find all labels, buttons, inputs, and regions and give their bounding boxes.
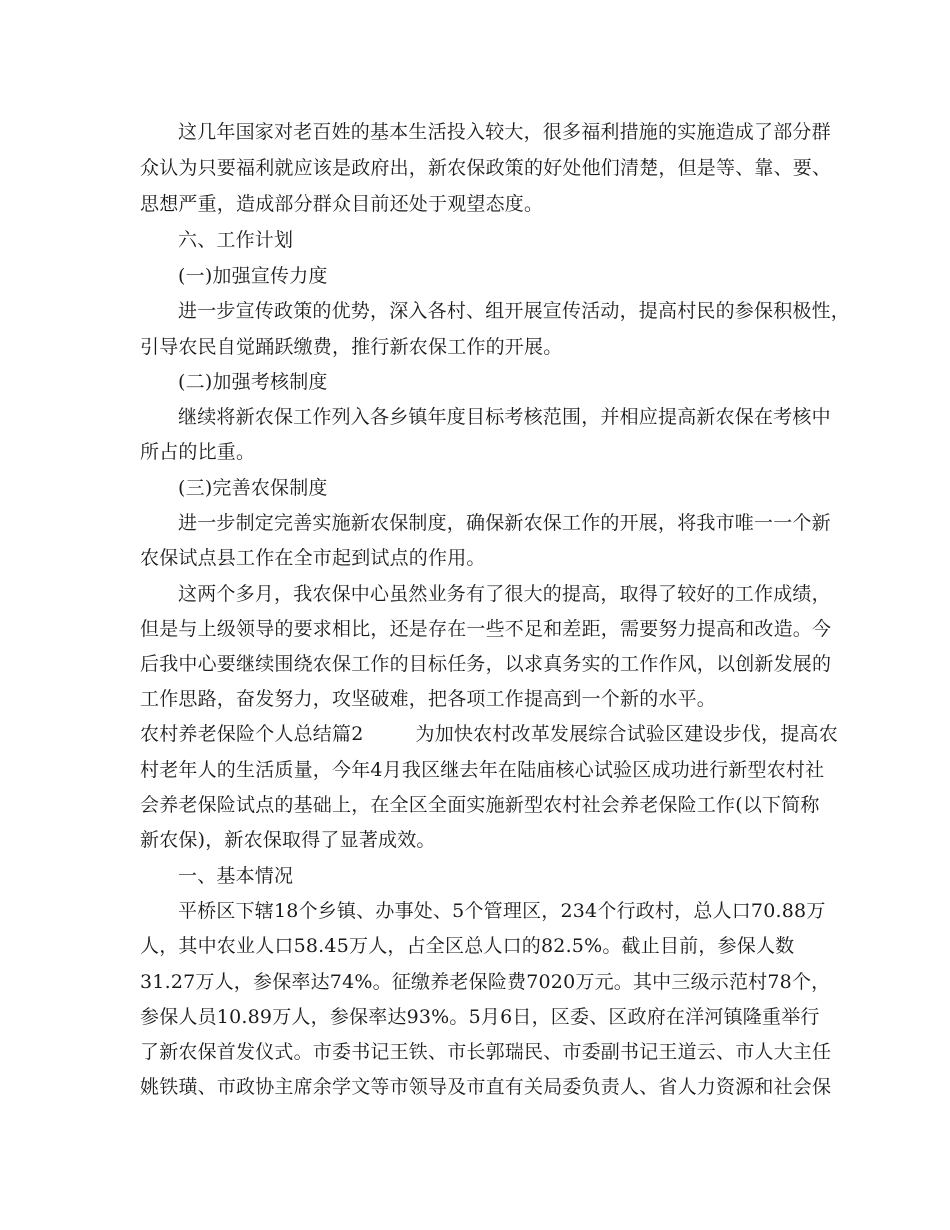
paragraph-line: 但是与上级领导的要求相比，还是存在一些不足和差距，需要努力提高和改造。今 [140,618,832,640]
paragraph-line: 工作思路，奋发努力，攻坚破难，把各项工作提高到一个新的水平。 [140,688,717,710]
paragraph-line: 参保人员10.89万人，参保率达93%。5月6日，区委、区政府在洋河镇隆重举行 [140,1006,820,1028]
paragraph-line: 村老年人的生活质量，今年4月我区继去年在陆庙核心试验区成功进行新型农村社 [140,759,825,781]
article-intro: 为加快农村改革发展综合试验区建设步伐，提高农 [415,723,838,745]
section-heading: 六、工作计划 [178,229,294,251]
paragraph-line: 进一步制定完善实施新农保制度，确保新农保工作的开展，将我市唯一一个新 [178,512,831,534]
paragraph-line: 众认为只要福利就应该是政府出，新农保政策的好处他们清楚，但是等、靠、要、 [140,157,832,179]
paragraph-line: 这两个多月，我农保中心虽然业务有了很大的提高，取得了较好的工作成绩， [178,583,831,605]
subsection-heading: (二)加强考核制度 [178,371,328,393]
paragraph-line: 31.27万人，参保率达74%。征缴养老保险费7020万元。其中三级示范村78个， [140,971,831,993]
paragraph-line: 所占的比重。 [140,441,256,463]
paragraph-line: 农保试点县工作在全市起到试点的作用。 [140,547,486,569]
paragraph-line: 进一步宣传政策的优势，深入各村、组开展宣传活动，提高村民的参保积极性， [178,300,851,322]
article-title-line [140,722,838,746]
paragraph-line: 平桥区下辖18个乡镇、办事处、5个管理区，234个行政村，总人口70.88万 [178,900,826,922]
paragraph-line: 姚铁璜、市政协主席余学文等市领导及市直有关局委负责人、省人力资源和社会保 [140,1076,832,1098]
paragraph-line: 这几年国家对老百姓的基本生活投入较大，很多福利措施的实施造成了部分群 [178,121,831,143]
article-title: 农村养老保险个人总结篇2 [140,723,364,745]
paragraph-line: 思想严重，造成部分群众目前还处于观望态度。 [140,193,544,215]
paragraph-line: 新农保)，新农保取得了显著成效。 [140,829,436,851]
paragraph-line: 继续将新农保工作列入各乡镇年度目标考核范围，并相应提高新农保在考核中 [178,406,831,428]
subsection-heading: (三)完善农保制度 [178,477,328,499]
paragraph-line: 了新农保首发仪式。市委书记王铁、市长郭瑞民、市委副书记王道云、市人大主任 [140,1041,832,1063]
subsection-heading: (一)加强宣传力度 [178,265,328,287]
paragraph-line: 引导农民自觉踊跃缴费，推行新农保工作的开展。 [140,336,563,358]
paragraph-line: 会养老保险试点的基础上，在全区全面实施新型农村社会养老保险工作(以下简称 [140,794,820,816]
section-heading: 一、基本情况 [178,865,294,887]
paragraph-line: 人，其中农业人口58.45万人，占全区总人口的82.5%。截止目前，参保人数 [140,935,795,957]
paragraph-line: 后我中心要继续围绕农保工作的目标任务，以求真务实的工作作风，以创新发展的 [140,653,832,675]
